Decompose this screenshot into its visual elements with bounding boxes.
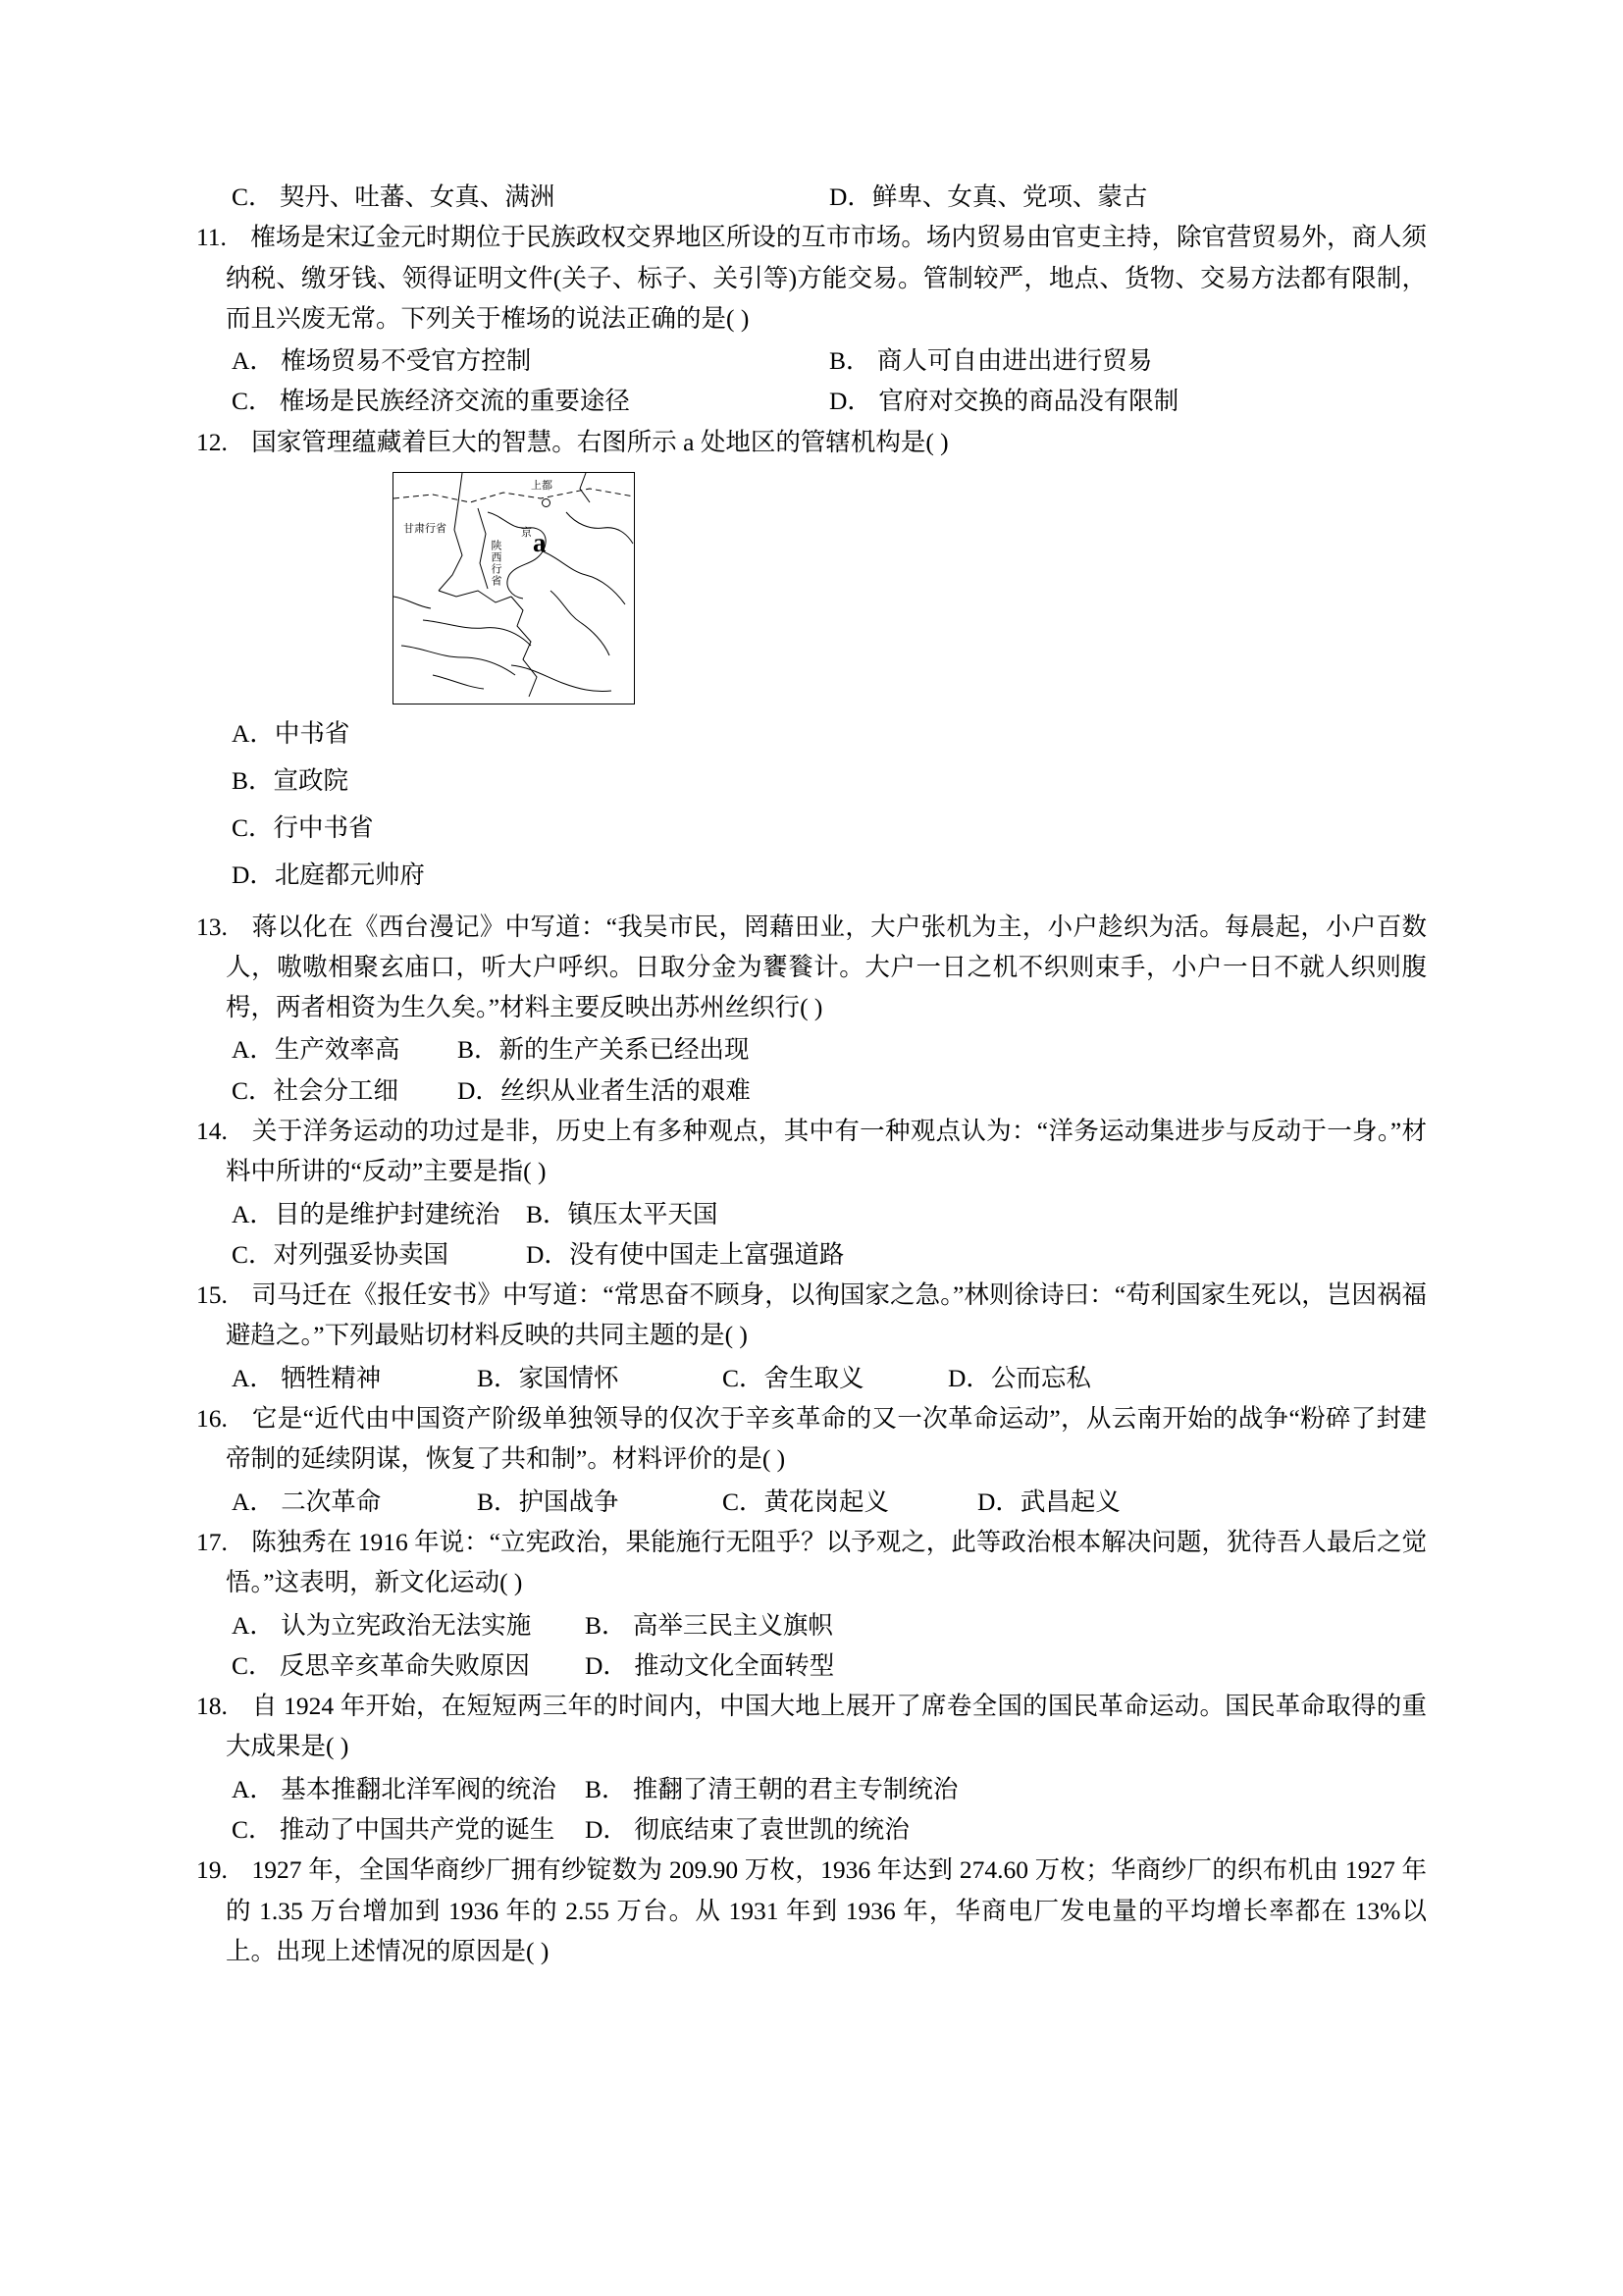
- map-label-shaanxi: 陕西行省: [490, 540, 501, 588]
- option-d: D． 推动文化全面转型: [585, 1650, 835, 1680]
- question-14-stem: [196, 1111, 1427, 1192]
- question-12-stem: [196, 422, 1427, 462]
- option-a: A． 基本推翻北洋军阀的统治: [232, 1774, 556, 1803]
- option-c: C．行中书省: [232, 812, 374, 842]
- question-17-text: 陈独秀在 1916 年说：“立宪政治，果能施行无阻乎？以予观之，此等政治根本解决问题，犹待吾人最后之觉悟。”这表明，新文化运动( ): [226, 1527, 1427, 1597]
- question-18-number: 18.: [196, 1692, 228, 1721]
- question-12-text: 国家管理蕴藏着巨大的智慧。右图所示 a 处地区的管辖机构是( ): [251, 427, 949, 456]
- map-marker-a: a: [533, 528, 547, 558]
- question-16-text: 它是“近代由中国资产阶级单独领导的仅次于辛亥革命的又一次革命运动”，从云南开始的战争“粉碎了封建帝制的延续阴谋，恢复了共和制”。材料评价的是( ): [226, 1404, 1427, 1474]
- question-17-stem: [196, 1522, 1427, 1603]
- option-b: B． 商人可自由进出进行贸易: [829, 346, 1153, 376]
- question-16-number: 16.: [196, 1404, 228, 1434]
- map-label-jing: 京: [521, 527, 532, 540]
- question-16-options: [196, 1482, 1427, 1522]
- option-d: D．武昌起义: [977, 1487, 1121, 1516]
- map-city-dot: [542, 498, 550, 507]
- option-d: D．鲜卑、女真、党项、蒙古: [829, 183, 1148, 211]
- question-13-options-row-2: [196, 1070, 1427, 1111]
- option-d: D．公而忘私: [948, 1363, 1091, 1392]
- question-18-options-row-1: [196, 1769, 1427, 1809]
- question-11-options-row-2: [196, 381, 1427, 421]
- question-14-options-row-2: [196, 1234, 1427, 1275]
- question-17-number: 17.: [196, 1527, 228, 1556]
- question-12-options: [196, 712, 1427, 896]
- option-c: C． 反思辛亥革命失败原因: [232, 1650, 530, 1680]
- option-d: D．丝织从业者生活的艰难: [457, 1075, 751, 1105]
- question-13-text: 蒋以化在《西台漫记》中写道：“我吴市民，罔藉田业，大户张机为主，小户趁织为活。每晨起，小户百数人，嗷嗷相聚玄庙口，听大户呼织。日取分金为饔餮计。大户一日之机不织则束手，小户一日不就人织则腹枵，两者相资为生久矣。”材料主要反映出苏州丝织行( ): [226, 912, 1427, 1022]
- option-b: B．宣政院: [232, 765, 349, 795]
- question-15-number: 15.: [196, 1280, 228, 1310]
- map-label-gansu: 甘肃行省: [403, 523, 446, 536]
- map-drawing: [393, 473, 634, 704]
- question-13-options-row-1: [196, 1029, 1427, 1070]
- option-c: C．舍生取义: [722, 1363, 864, 1392]
- question-14-number: 14.: [196, 1117, 228, 1145]
- option-d: D．没有使中国走上富强道路: [526, 1239, 845, 1269]
- question-13-number: 13.: [196, 912, 228, 941]
- option-a: A． 榷场贸易不受官方控制: [232, 346, 532, 376]
- question-15-stem: [196, 1275, 1427, 1356]
- option-a: A．目的是维护封建统治: [232, 1199, 500, 1228]
- option-d: D． 彻底结束了袁世凯的统治: [585, 1815, 910, 1845]
- question-18-text: 自 1924 年开始，在短短两三年的时间内，中国大地上展开了席卷全国的国民革命运动。国民革命取得的重大成果是( ): [226, 1692, 1427, 1761]
- question-15-text: 司马迁在《报任安书》中写道：“常思奋不顾身，以徇国家之急。”林则徐诗曰：“苟利国家生死以，岂因祸福避趋之。”下列最贴切材料反映的共同主题的是( ): [226, 1280, 1427, 1350]
- question-12-figure: [196, 472, 1427, 704]
- option-a: A． 牺牲精神: [232, 1363, 382, 1392]
- question-19-number: 19.: [196, 1855, 228, 1885]
- option-c: C． 契丹、吐蕃、女真、满洲: [232, 183, 555, 211]
- option-d: D． 官府对交换的商品没有限制: [829, 387, 1179, 416]
- option-a: A．中书省: [232, 719, 350, 749]
- question-17-options-row-1: [196, 1605, 1427, 1645]
- option-b: B．新的生产关系已经出现: [457, 1035, 750, 1065]
- map-label-shangdu: 上都: [531, 480, 552, 493]
- option-b: B．家国情怀: [477, 1363, 619, 1392]
- option-a: A． 认为立宪政治无法实施: [232, 1610, 532, 1640]
- question-19-stem: [196, 1850, 1427, 1971]
- option-d: D．北庭都元帅府: [232, 860, 425, 889]
- option-c: C． 推动了中国共产党的诞生: [232, 1815, 555, 1845]
- option-a: A． 二次革命: [232, 1487, 382, 1516]
- question-13-stem: [196, 907, 1427, 1028]
- option-b: B． 高举三民主义旗帜: [585, 1610, 833, 1640]
- question-18-options-row-2: [196, 1809, 1427, 1850]
- question-18-stem: [196, 1686, 1427, 1767]
- question-11-stem: [196, 217, 1427, 339]
- option-b: B． 推翻了清王朝的君主专制统治: [585, 1774, 959, 1803]
- question-11-options-row-1: [196, 340, 1427, 381]
- option-b: B．护国战争: [477, 1487, 619, 1516]
- question-17-options-row-2: [196, 1645, 1427, 1686]
- yuan-dynasty-map: [393, 472, 635, 704]
- question-15-options: [196, 1358, 1427, 1398]
- option-b: B．镇压太平天国: [526, 1199, 718, 1228]
- question-14-text: 关于洋务运动的功过是非，历史上有多种观点，其中有一种观点认为：“洋务运动集进步与反动于一身。”材料中所讲的“反动”主要是指( ): [226, 1117, 1428, 1186]
- question-16-stem: [196, 1398, 1427, 1480]
- question-14-options-row-1: [196, 1194, 1427, 1234]
- option-c: C． 榷场是民族经济交流的重要途径: [232, 387, 630, 416]
- question-10-options: [196, 177, 1427, 217]
- question-11-number: 11.: [196, 223, 227, 252]
- question-19-text: 1927 年，全国华商纱厂拥有纱锭数为 209.90 万枚，1936 年达到 274.60 万枚；华商纱厂的织布机由 1927 年的 1.35 万台增加到 1936 年的 2.55 万台。从 1931 年到 1936 年，华商电厂发电量的平均增长率都在 13%以上。出现上述情况的原因是( ): [226, 1855, 1427, 1965]
- question-11-text: 榷场是宋辽金元时期位于民族政权交界地区所设的互市市场。场内贸易由官吏主持，除官营贸易外，商人须纳税、缴牙钱、领得证明文件(关子、标子、关引等)方能交易。管制较严，地点、货物、交易方法都有限制，而且兴废无常。下列关于榷场的说法正确的是( ): [226, 223, 1427, 333]
- question-12-number: 12.: [196, 427, 228, 456]
- option-c: C．黄花岗起义: [722, 1487, 890, 1516]
- option-c: C．社会分工细: [232, 1075, 399, 1105]
- option-c: C．对列强妥协卖国: [232, 1239, 449, 1269]
- option-a: A．生产效率高: [232, 1035, 400, 1065]
